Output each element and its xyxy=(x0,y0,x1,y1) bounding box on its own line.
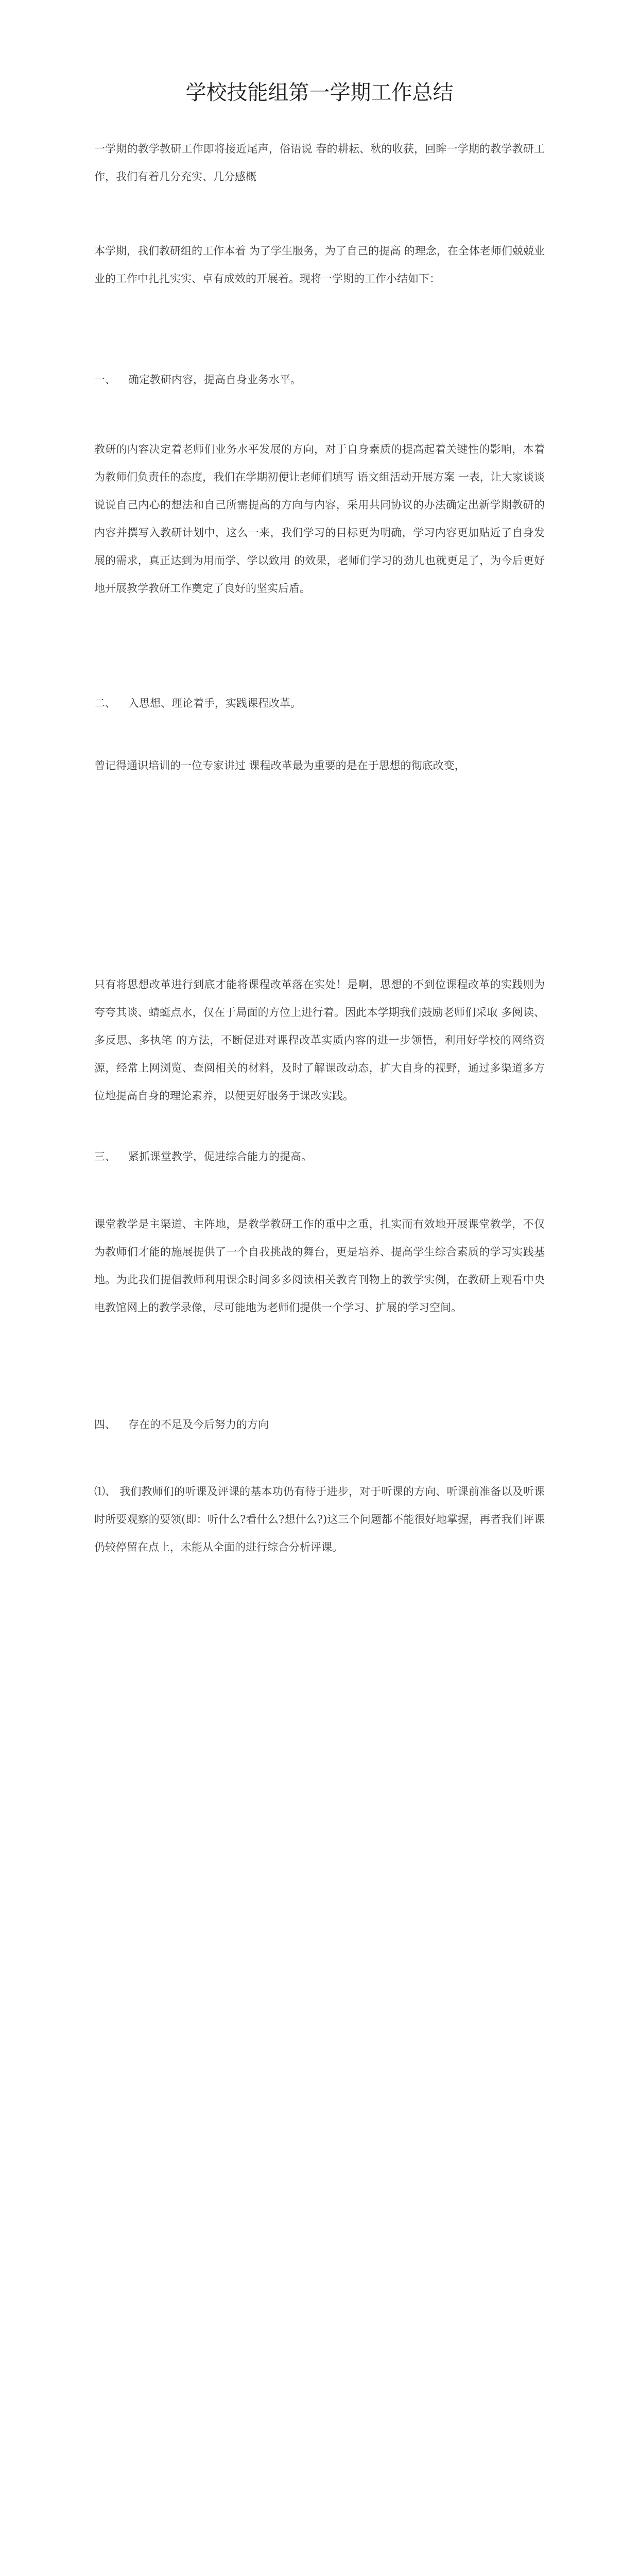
document-title: 学校技能组第一学期工作总结 xyxy=(185,81,454,105)
section-4-body: ⑴、 我们教师们的听课及评课的基本功仍有待于进步，对于听课的方向、听课前准备以及听课时所要观察的要领(即：听什么?看什么?想什么?)这三个问题都不能很好地掌握，再者我们评课仍较停留在点上，未能从全面的进行综合分析评课。 xyxy=(94,1485,545,1553)
section-3-number: 三、 xyxy=(94,1150,116,1163)
section-1-number: 一、 xyxy=(94,374,116,386)
section-2-title: 入思想、理论着手，实践课程改革。 xyxy=(128,697,301,709)
section-3-heading xyxy=(94,1143,545,1171)
section-2-body-part2: 只有将思想改革进行到底才能将课程改革落在实处！是啊，思想的不到位课程改革的实践则为夸夸其谈、蜻蜓点水，仅在于局面的方位上进行着。因此本学期我们鼓励老师们采取 多阅读、多反思、多执笔 的方法，不断促进对课程改革实质内容的进一步领悟，利用好学校的网络资源，经常上网浏览、查阅相关的材料，及时了解课改动态，扩大自身的视野，通过多渠道多方位地提高自身的理论素养，以便更好服务于课改实践。 xyxy=(94,978,545,1102)
section-2-body-part1: 曾记得通识培训的一位专家讲过 课程改革最为重要的是在于思想的彻底改变， xyxy=(94,759,465,772)
section-4-heading xyxy=(94,1411,545,1438)
section-1-body: 教研的内容决定着老师们业务水平发展的方向，对于自身素质的提高起着关键性的影响，本着为教师们负责任的态度，我们在学期初便让老师们填写 语文组活动开展方案 一表，让大家谈谈说说自己内心的想法和自己所需提高的方向与内容，采用共同协议的办法确定出新学期教研的内容并撰写入教研计划中，这么一来，我们学习的目标更为明确，学习内容更加贴近了自身发展的需求，真正达到为用而学、学以致用 的效果，老师们学习的劲儿也就更足了，为今后更好地开展教学教研工作奠定了良好的坚实后盾。 xyxy=(94,443,545,595)
section-1-title: 确定教研内容，提高自身业务水平。 xyxy=(128,374,301,386)
section-3-body: 课堂教学是主渠道、主阵地，是教学教研工作的重中之重，扎实而有效地开展课堂教学，不仅为教师们才能的施展提供了一个自我挑战的舞台，更是培养、提高学生综合素质的学习实践基地。为此我们提倡教师利用课余时间多多阅读相关教育刊物上的教学实例，在教研上观看中央电教馆网上的教学录像，尽可能地为老师们提供一个学习、扩展的学习空间。 xyxy=(94,1218,545,1314)
section-4-title: 存在的不足及今后努力的方向 xyxy=(128,1418,269,1431)
section-4-number: 四、 xyxy=(94,1418,116,1431)
section-3-title: 紧抓课堂教学，促进综合能力的提高。 xyxy=(128,1150,312,1163)
overview-paragraph: 本学期，我们教研组的工作本着 为了学生服务，为了自己的提高 的理念，在全体老师们兢兢业业的工作中扎扎实实、卓有成效的开展着。现将一学期的工作小结如下： xyxy=(94,245,545,285)
section-2-number: 二、 xyxy=(94,697,116,709)
section-2-heading xyxy=(94,689,545,717)
intro-paragraph: 一学期的教学教研工作即将接近尾声，俗语说 春的耕耘、秋的收获，回眸一学期的教学教研工作，我们有着几分充实、几分感概 xyxy=(94,143,545,183)
section-1-heading xyxy=(94,366,545,394)
